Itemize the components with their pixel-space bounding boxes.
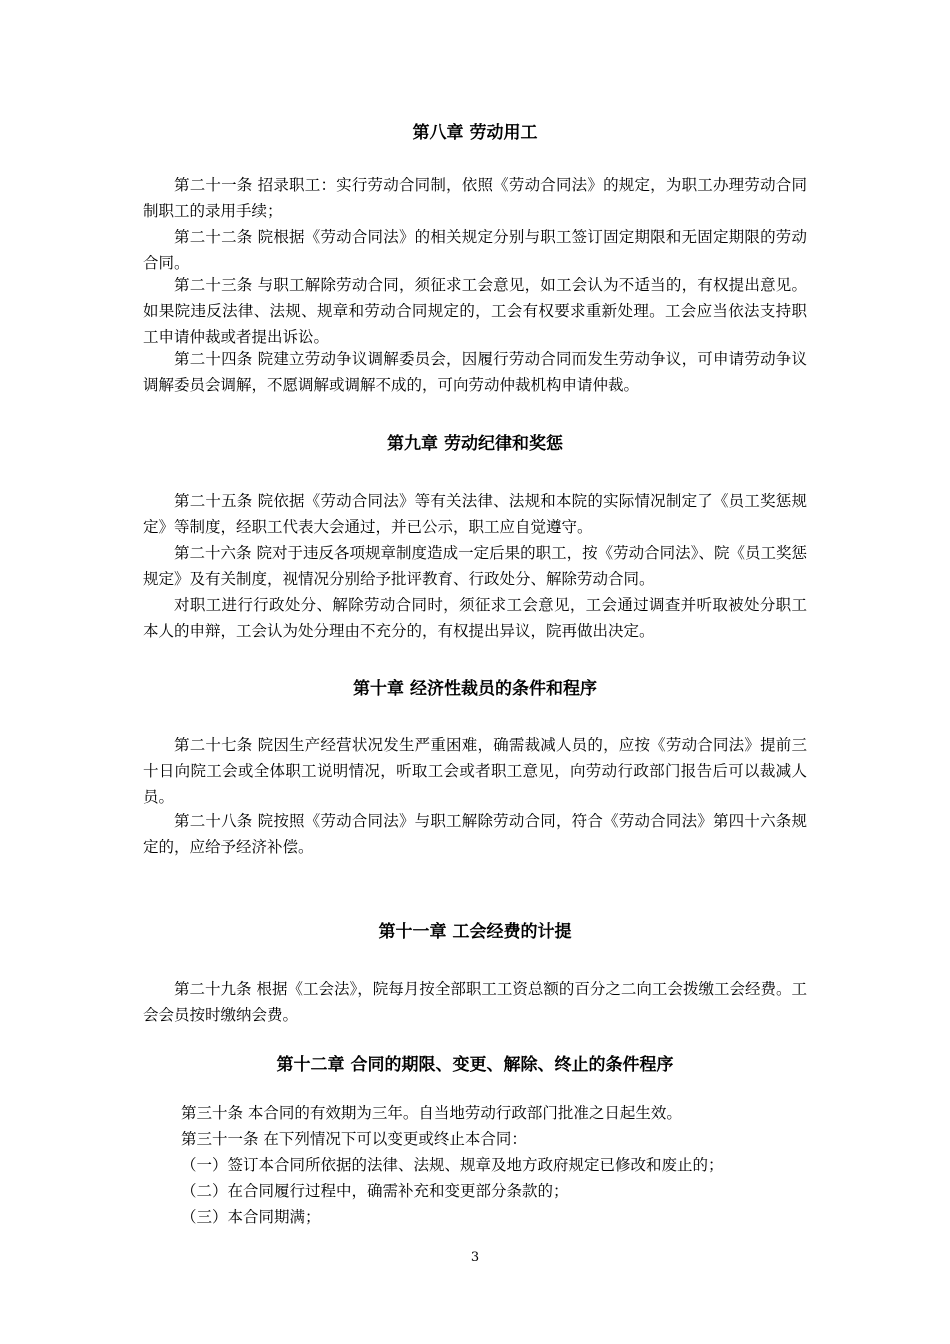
chapter-8-title: 第八章 劳动用工 bbox=[412, 123, 538, 143]
article-21: 第二十一条 招录职工：实行劳动合同制，依照《劳动合同法》的规定，为职工办理劳动合同制职工的录用手续； bbox=[143, 176, 807, 220]
article-31: 第三十一条 在下列情况下可以变更或终止本合同： bbox=[181, 1130, 527, 1148]
article-27: 第二十七条 院因生产经营状况发生严重困难，确需裁减人员的，应按《劳动合同法》提前三十日向院工会或全体职工说明情况，听取工会或者职工意见，向劳动行政部门报告后可以裁减人员。 bbox=[143, 736, 807, 806]
chapter-9-title: 第九章 劳动纪律和奖惩 bbox=[387, 434, 563, 454]
article-24: 第二十四条 院建立劳动争议调解委员会，因履行劳动合同而发生劳动争议，可申请劳动争议调解委员会调解，不愿调解或调解不成的，可向劳动仲裁机构申请仲裁。 bbox=[143, 350, 807, 394]
article-31-item-2: （二）在合同履行过程中，确需补充和变更部分条款的； bbox=[181, 1182, 569, 1200]
article-30: 第三十条 本合同的有效期为三年。自当地劳动行政部门批准之日起生效。 bbox=[181, 1104, 682, 1122]
chapter-12-title: 第十二章 合同的期限、变更、解除、终止的条件程序 bbox=[276, 1055, 674, 1075]
article-28: 第二十八条 院按照《劳动合同法》与职工解除劳动合同，符合《劳动合同法》第四十六条规定的，应给予经济补偿。 bbox=[143, 812, 807, 856]
article-22: 第二十二条 院根据《劳动合同法》的相关规定分别与职工签订固定期限和无固定期限的劳动合同。 bbox=[143, 228, 807, 272]
article-31-item-3: （三）本合同期满； bbox=[181, 1208, 321, 1226]
article-25: 第二十五条 院依据《劳动合同法》等有关法律、法规和本院的实际情况制定了《员工奖惩规定》等制度，经职工代表大会通过，并已公示，职工应自觉遵守。 bbox=[143, 492, 807, 536]
article-29: 第二十九条 根据《工会法》，院每月按全部职工工资总额的百分之二向工会拨缴工会经费。工会会员按时缴纳会费。 bbox=[143, 980, 807, 1024]
article-31-item-1: （一）签订本合同所依据的法律、法规、规章及地方政府规定已修改和废止的； bbox=[181, 1156, 724, 1174]
article-26-note: 对职工进行行政处分、解除劳动合同时，须征求工会意见，工会通过调查并听取被处分职工本人的申辩，工会认为处分理由不充分的，有权提出异议，院再做出决定。 bbox=[143, 596, 807, 640]
page-number: 3 bbox=[470, 1250, 480, 1265]
article-26: 第二十六条 院对于违反各项规章制度造成一定后果的职工，按《劳动合同法》、院《员工奖惩规定》及有关制度，视情况分别给予批评教育、行政处分、解除劳动合同。 bbox=[143, 544, 807, 588]
chapter-10-title: 第十章 经济性裁员的条件和程序 bbox=[353, 679, 597, 699]
article-23: 第二十三条 与职工解除劳动合同，须征求工会意见，如工会认为不适当的，有权提出意见。如果院违反法律、法规、规章和劳动合同规定的，工会有权要求重新处理。工会应当依法支持职工申请仲裁或者提出诉讼。 bbox=[143, 276, 807, 346]
chapter-11-title: 第十一章 工会经费的计提 bbox=[378, 922, 572, 942]
